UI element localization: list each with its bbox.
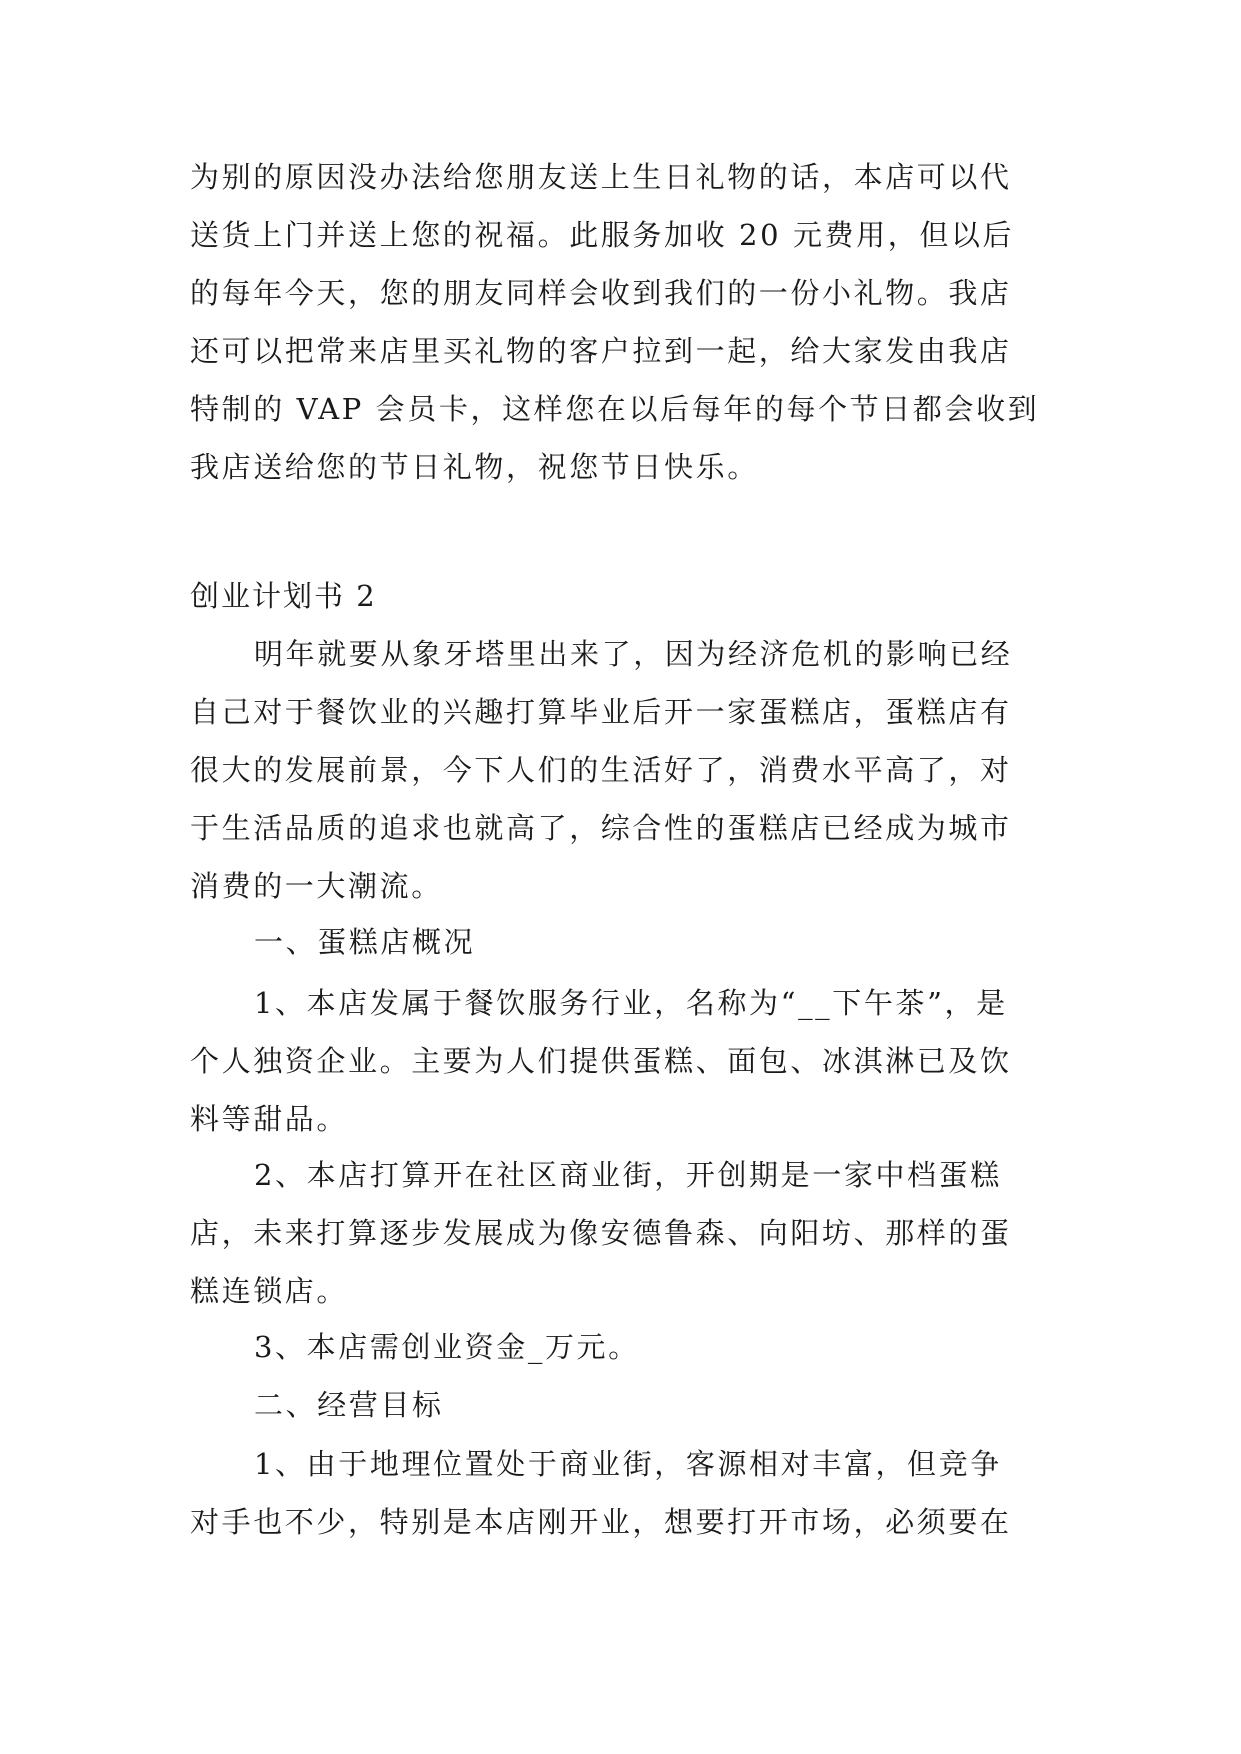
text-line: 自己对于餐饮业的兴趣打算毕业后开一家蛋糕店，蛋糕店有 bbox=[190, 695, 1012, 729]
section-title-text: 创业计划书 2 bbox=[190, 579, 377, 613]
text-line: 很大的发展前景，今下人们的生活好了，消费水平高了，对 bbox=[190, 753, 1012, 787]
paragraph-intro bbox=[190, 625, 1052, 915]
text-line: 3、本店需创业资金_万元。 bbox=[254, 1330, 640, 1364]
text-line: 我店送给您的节日礼物，祝您节日快乐。 bbox=[190, 450, 759, 484]
text-line: 2、本店打算开在社区商业街，开创期是一家中档蛋糕 bbox=[254, 1158, 1002, 1192]
heading-goals bbox=[190, 1376, 1052, 1434]
item-1 bbox=[190, 974, 1052, 1148]
text-line: 糕连锁店。 bbox=[190, 1274, 349, 1308]
text-line: 特制的 VAP 会员卡，这样您在以后每年的每个节日都会收到 bbox=[190, 392, 1040, 426]
section-title bbox=[190, 567, 1052, 625]
text-line: 料等甜品。 bbox=[190, 1102, 349, 1136]
heading-text: 二、经营目标 bbox=[254, 1388, 444, 1422]
text-line: 消费的一大潮流。 bbox=[190, 869, 443, 903]
item-2 bbox=[190, 1146, 1052, 1320]
heading-text: 一、蛋糕店概况 bbox=[254, 925, 476, 959]
text-line: 对手也不少，特别是本店刚开业，想要打开市场，必须要在 bbox=[190, 1505, 1012, 1539]
text-line: 于生活品质的追求也就高了，综合性的蛋糕店已经成为城市 bbox=[190, 811, 1012, 845]
heading-overview bbox=[190, 913, 1052, 971]
text-line: 还可以把常来店里买礼物的客户拉到一起，给大家发由我店 bbox=[190, 334, 1012, 368]
item-3 bbox=[190, 1318, 1052, 1376]
text-line: 1、由于地理位置处于商业街，客源相对丰富，但竞争 bbox=[254, 1447, 1002, 1481]
item-4 bbox=[190, 1435, 1052, 1551]
text-line: 1、本店发属于餐饮服务行业，名称为“__下午茶”，是 bbox=[254, 986, 1008, 1020]
text-line: 明年就要从象牙塔里出来了，因为经济危机的影响已经 bbox=[254, 637, 1013, 671]
intro-paragraph bbox=[190, 148, 1052, 496]
text-line: 的每年今天，您的朋友同样会收到我们的一份小礼物。我店 bbox=[190, 276, 1012, 310]
text-line: 为别的原因没办法给您朋友送上生日礼物的话，本店可以代 bbox=[190, 160, 1012, 194]
text-line: 送货上门并送上您的祝福。此服务加收 20 元费用，但以后 bbox=[190, 218, 1015, 252]
text-line: 个人独资企业。主要为人们提供蛋糕、面包、冰淇淋已及饮 bbox=[190, 1044, 1012, 1078]
text-line: 店，未来打算逐步发展成为像安德鲁森、向阳坊、那样的蛋 bbox=[190, 1216, 1012, 1250]
